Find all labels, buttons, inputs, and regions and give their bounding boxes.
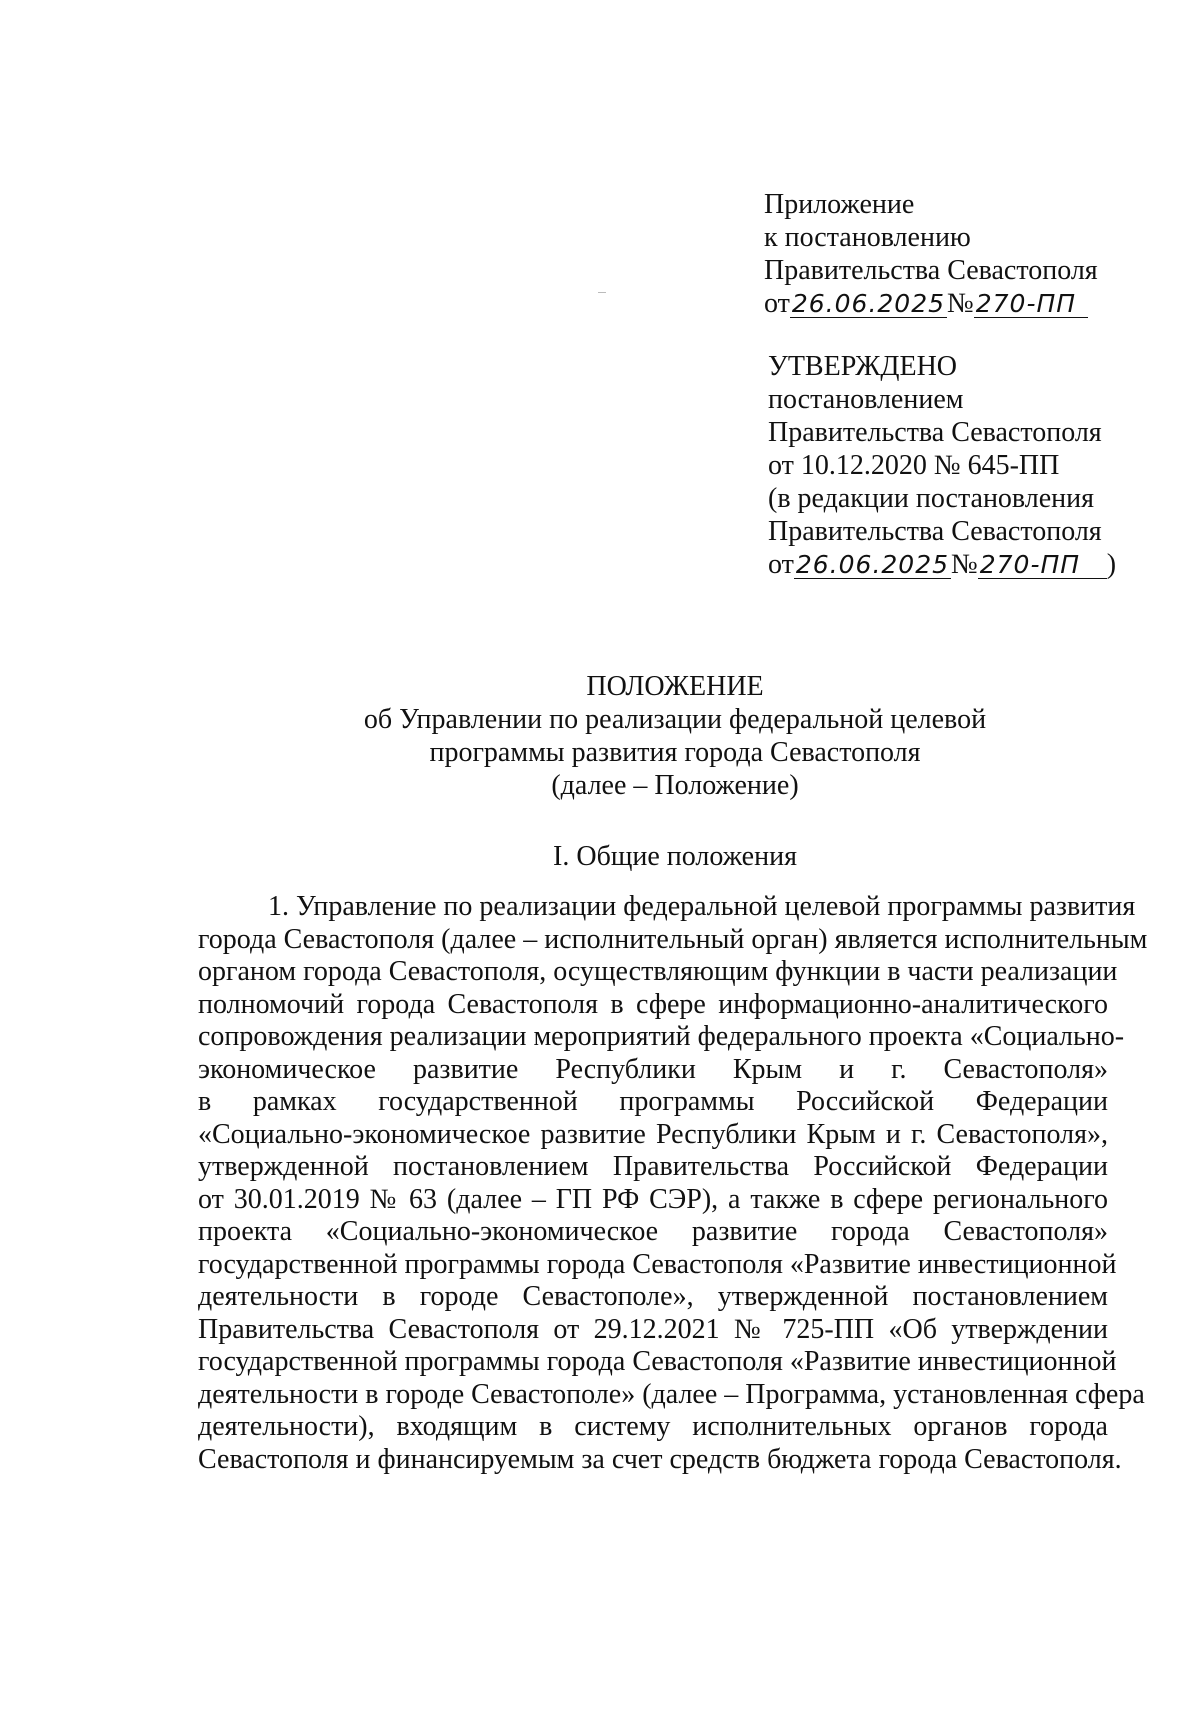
handwritten-date: 26.06.2025 (795, 550, 950, 579)
paragraph-line: города Севастополя (далее – исполнительный орган) является исполнительным (198, 923, 1148, 955)
title-line: (далее – Положение) (551, 770, 799, 801)
number-prefix: № (951, 549, 978, 580)
date-prefix: от (768, 549, 794, 580)
paragraph-line: полномочий города Севастополя в сфере информационно-аналитического (198, 988, 1108, 1020)
paragraph-line: от 30.01.2019 № 63 (далее – ГП РФ СЭР), а также в сфере регионального (198, 1183, 1108, 1215)
handwritten-number: 270-ПП (974, 290, 1088, 318)
handwritten-date: 26.06.2025 (791, 289, 946, 318)
approved-date-line (768, 548, 1116, 581)
appendix-header (764, 188, 1098, 320)
paragraph-line: «Социально-экономическое развитие Республики Крым и г. Севастополя», (198, 1118, 1108, 1150)
approved-line: постановлением (768, 384, 964, 415)
title-line: об Управлении по реализации федеральной целевой (363, 704, 987, 735)
document-title (0, 670, 1200, 802)
paragraph-line: Севастополя и финансируемым за счет средств бюджета города Севастополя. (198, 1443, 1122, 1475)
appendix-line: к постановлению (764, 222, 971, 253)
paragraph-line: сопровождения реализации мероприятий федерального проекта «Социально- (198, 1021, 1125, 1052)
paragraph-line: органом города Севастополя, осуществляющим функции в части реализации (198, 956, 1118, 987)
appendix-line: Приложение (764, 189, 915, 220)
paragraph-line: государственной программы города Севастополя «Развитие инвестиционной (198, 1248, 1117, 1280)
title-line: программы развития города Севастополя (429, 737, 921, 768)
section-heading: I. Общие положения (553, 841, 797, 872)
date-prefix: от (764, 288, 790, 319)
paragraph-line: Правительства Севастополя от 29.12.2021 № 725-ПП «Об утверждении (198, 1313, 1108, 1345)
appendix-date-line (764, 287, 1098, 320)
paragraph-line: деятельности в городе Севастополе» (далее – Программа, установленная сфера (198, 1378, 1145, 1410)
approved-line: Правительства Севастополя (768, 417, 1102, 448)
paragraph-1 (198, 891, 1148, 1476)
closing-paren: ) (1106, 549, 1117, 580)
paragraph-line: государственной программы города Севастополя «Развитие инвестиционной (198, 1346, 1117, 1377)
number-prefix: № (947, 288, 974, 319)
paragraph-line: проекта «Социально-экономическое развитие города Севастополя» (198, 1216, 1108, 1247)
approved-heading: УТВЕРЖДЕНО (768, 351, 958, 382)
approved-stamp (768, 350, 1116, 581)
approved-line: от 10.12.2020 № 645-ПП (768, 450, 1060, 481)
scan-speck (598, 292, 606, 293)
paragraph-line: деятельности в городе Севастополе», утвержденной постановлением (198, 1281, 1108, 1312)
paragraph-line: деятельности), входящим в систему исполнительных органов города (198, 1411, 1108, 1442)
paragraph-line: в рамках государственной программы Российской Федерации (198, 1086, 1108, 1117)
paragraph-line: утвержденной постановлением Правительства Российской Федерации (198, 1151, 1108, 1182)
approved-line: Правительства Севастополя (768, 516, 1102, 547)
handwritten-number: 270-ПП (978, 551, 1107, 579)
title-line: ПОЛОЖЕНИЕ (586, 671, 764, 702)
paragraph-line: 1. Управление по реализации федеральной целевой программы развития (268, 891, 1136, 922)
approved-line: (в редакции постановления (768, 483, 1095, 514)
appendix-line: Правительства Севастополя (764, 255, 1098, 286)
paragraph-line: экономическое развитие Республики Крым и г. Севастополя» (198, 1053, 1108, 1085)
